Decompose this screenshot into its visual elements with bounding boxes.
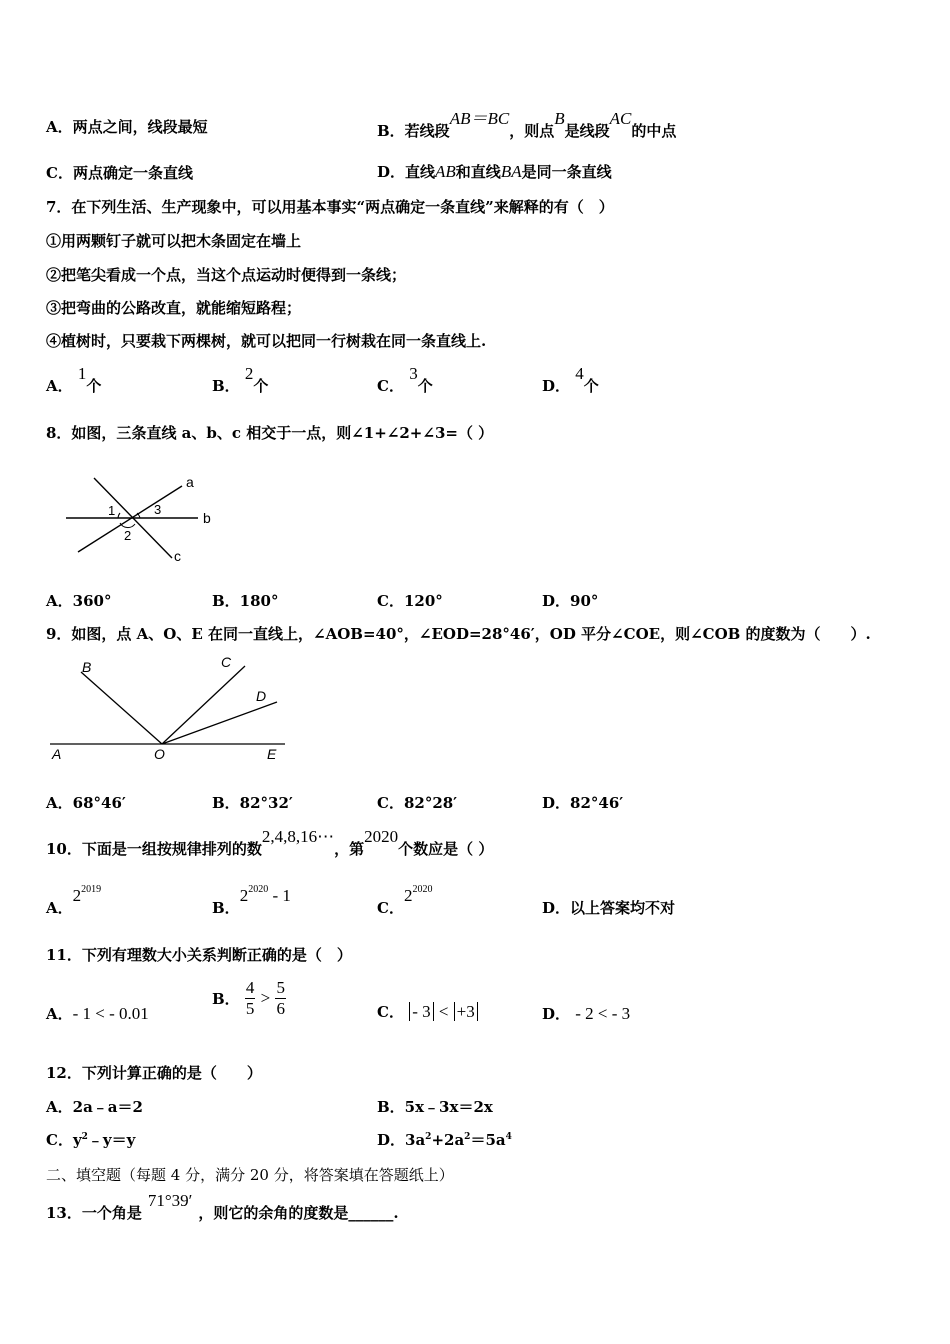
q9-option-c: C．82°28′ (377, 794, 458, 812)
q8-label-b: b (203, 510, 211, 526)
q12-option-c: C．$y^2﹣y=y$ (46, 1131, 136, 1149)
q8-label-2: 2 (124, 528, 132, 543)
q11-option-b: B． $\frac{4}{5}$ > $\frac{5}{6}$ (212, 978, 285, 1018)
q8-option-c: C．120° (377, 592, 443, 610)
q9-figure (45, 650, 295, 765)
q6-option-b: B．若线段AB＝BC，则点B是线段AC的中点 (377, 109, 677, 140)
q7-option-a: A． 1个 (46, 364, 102, 395)
q10-option-d: D．以上答案均不对 (542, 899, 676, 917)
section-title: 二、填空题（每题 4 分，满分 20 分，将答案填在答题纸上） (46, 1166, 454, 1184)
q12-option-d: D．$3a^2+2a^2=5a^4$ (377, 1131, 512, 1149)
q11-option-a: A．- 1 < - 0.01 (46, 1004, 149, 1023)
q10-option-a: A．$2^{2019}$ (46, 884, 102, 917)
q9-option-a: A．68°46′ (46, 794, 126, 812)
q9-option-d: D．82°46′ (542, 794, 624, 812)
q7-item-4: ④植树时，只要栽下两棵树，就可以把同一行树栽在同一条直线上. (46, 332, 487, 350)
q8-label-1: 1 (108, 503, 116, 518)
q8-label-a: a (186, 474, 194, 490)
q7-option-b: B． 2个 (212, 364, 269, 395)
q12-option-b: B．5x﹣3x＝2x (377, 1098, 493, 1116)
q9-label-a: A (52, 746, 62, 762)
q9-label-o: O (154, 746, 165, 762)
q9-option-b: B．82°32′ (212, 794, 293, 812)
q7-item-3: ③把弯曲的公路改直，就能缩短路程； (46, 299, 302, 317)
q9-label-d: D (256, 688, 267, 704)
q12-option-a: A．2a﹣a＝2 (46, 1098, 143, 1116)
q12-stem: 12．下列计算正确的是（ ） (46, 1064, 262, 1082)
q9-ray-oc (162, 666, 245, 744)
q8-angle-arc-1 (118, 513, 120, 518)
q8-option-d: D．90° (542, 592, 599, 610)
q6-option-d: D．直线AB和直线BA是同一条直线 (377, 162, 612, 181)
q9-ray-od (162, 702, 277, 744)
q9-stem: 9．如图，点 A、O、E 在同一直线上，∠AOB=40°，∠EOD=28°46′，OD 平分∠COE，则∠COB 的度数为（ ）. (46, 625, 871, 643)
q8-figure (60, 468, 230, 568)
q13-stem: 13．一个角是71°39′，则它的余角的度数是______. (46, 1191, 399, 1222)
q11-stem: 11．下列有理数大小关系判断正确的是（ ） (46, 946, 352, 964)
q11-option-c: C． - 3 < +3 (377, 1001, 478, 1022)
q11-option-d: D． - 2 < - 3 (542, 1004, 631, 1023)
q7-option-c: C． 3个 (377, 364, 433, 395)
q7-stem: 7．在下列生活、生产现象中，可以用基本事实“两点确定一条直线”来解释的有（ ） (46, 198, 614, 216)
q9-label-e: E (267, 746, 277, 762)
q9-ray-ob (81, 672, 162, 744)
q7-item-1: ①用两颗钉子就可以把木条固定在墙上 (46, 232, 302, 250)
q7-option-d: D． 4个 (542, 364, 599, 395)
q8-option-a: A．360° (46, 592, 112, 610)
q8-label-c: c (174, 548, 181, 564)
q8-stem: 8．如图，三条直线 a、b、c 相交于一点，则∠1+∠2+∠3=（ ） (46, 424, 494, 442)
q8-option-b: B．180° (212, 592, 279, 610)
q7-item-2: ②把笔尖看成一个点，当这个点运动时便得到一条线； (46, 266, 407, 284)
q9-label-c: C (221, 654, 232, 670)
q6-option-c: C．两点确定一条直线 (46, 164, 193, 182)
q10-stem: 10．下面是一组按规律排列的数2,4,8,16⋯，第2020个数应是（ ） (46, 827, 494, 858)
q10-option-c: C．$2^{2020}$ (377, 884, 433, 917)
q9-label-b: B (82, 659, 92, 675)
q10-option-b: B．$2^{2020} - 1$ (212, 884, 291, 917)
q8-label-3: 3 (154, 502, 162, 517)
q6-option-a: A．两点之间，线段最短 (46, 118, 208, 136)
